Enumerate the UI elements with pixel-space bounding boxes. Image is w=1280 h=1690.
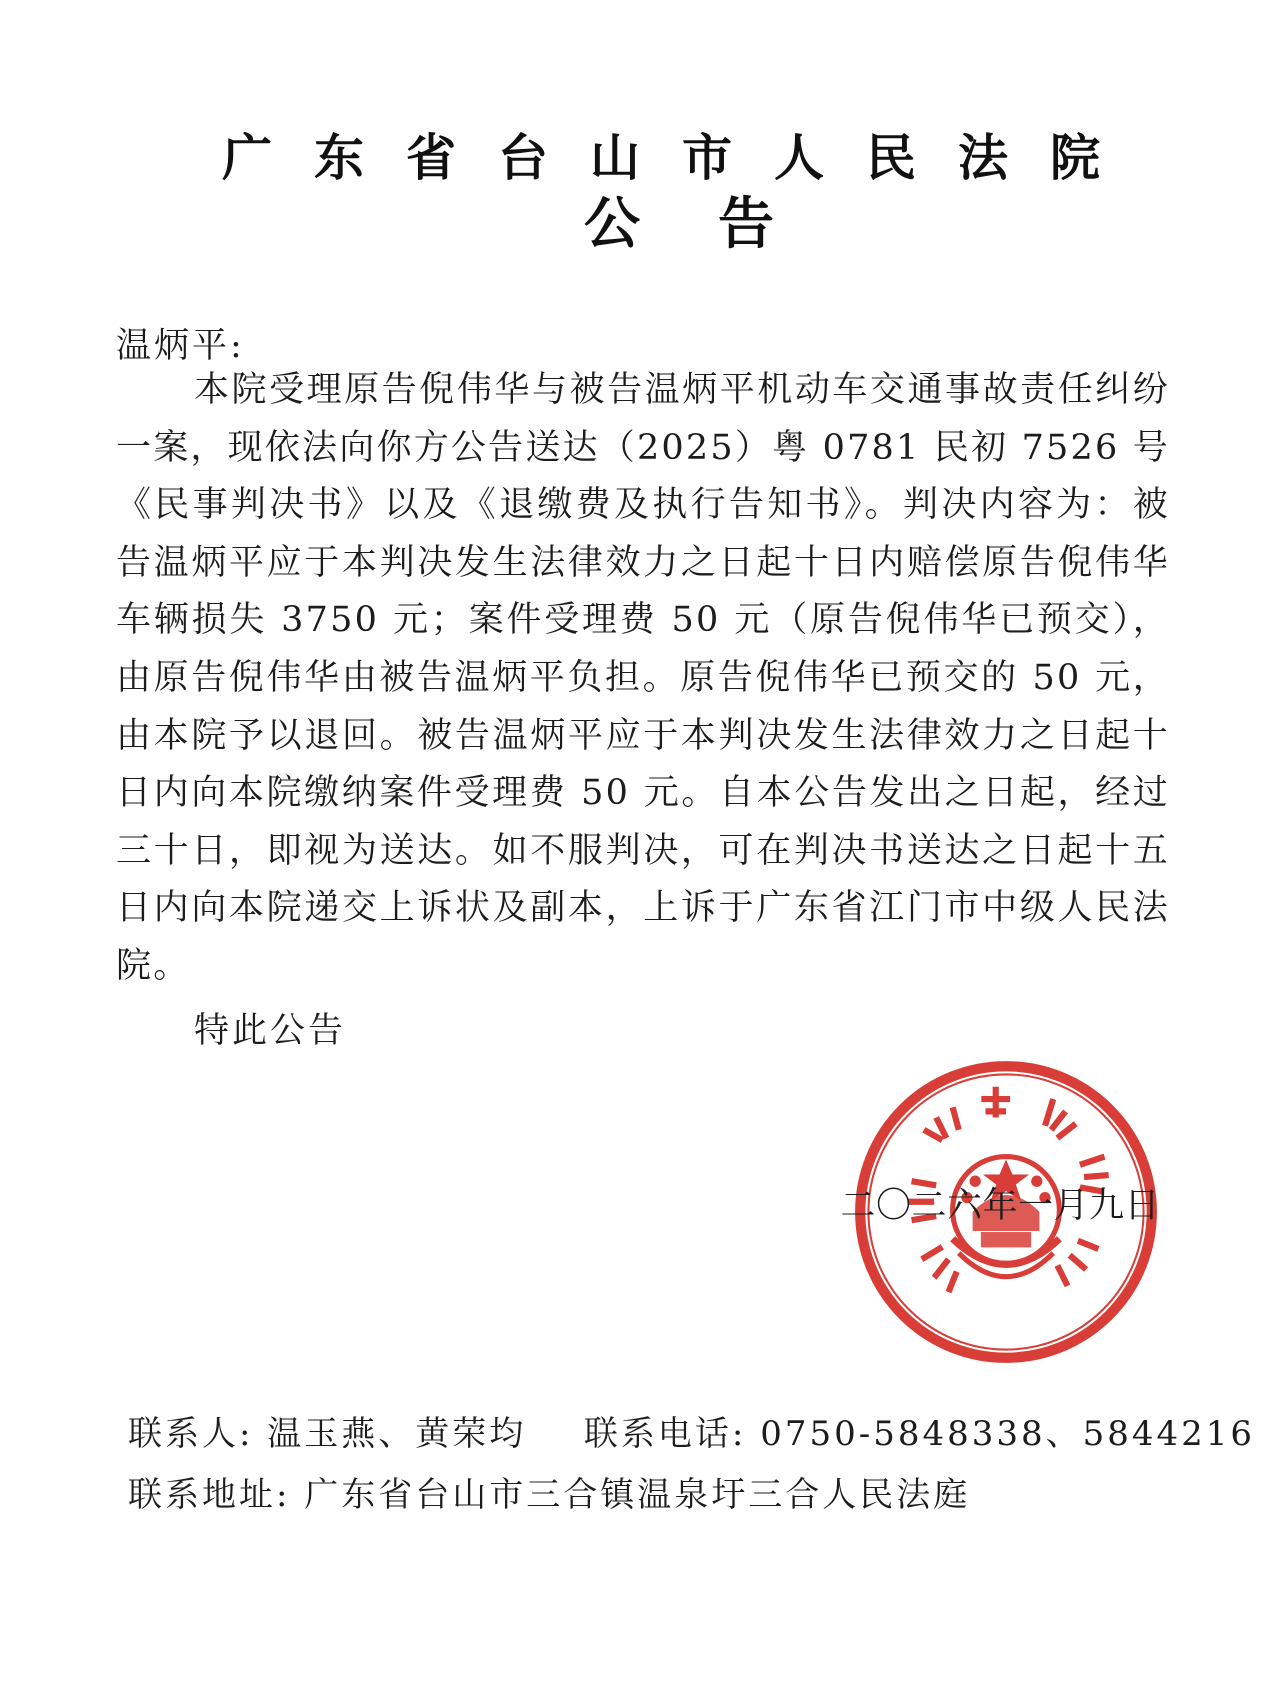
contact-address-label: 联系地址: — [128, 1475, 291, 1515]
court-title: 广东省台山市人民法院 — [222, 129, 1142, 187]
contact-phone-label: 联系电话: — [583, 1414, 747, 1454]
address-line — [128, 1467, 970, 1516]
addressee: 温炳平: — [116, 326, 245, 366]
issue-date: 二〇二六年一月九日 — [840, 1186, 1160, 1226]
notice-body: 本院受理原告倪伟华与被告温炳平机动车交通事故责任纠纷一案，现依法向你方公告送达（2025）粤 0781 民初 7526 号《民事判决书》以及《退缴费及执行告知书》。判决内容为：被告温炳平应于本判决发生法律效力之日起十日内赔偿原告倪伟华车辆损失 3750 元；案件受理费 50 元（原告倪伟华已预交），由原告倪伟华由被告温炳平负担。原告倪伟华已预交的 50 元，由本院予以退回。被告温炳平应于本判决发生法律效力之日起十日内向本院缴纳案件受理费 50 元。自本公告发出之日起，经过三十日，即视为送达。如不服判决，可在判决书送达之日起十五日内向本院递交上诉状及副本，上诉于广东省江门市中级人民法院。 — [116, 370, 1170, 986]
contact-address: 广东省台山市三合镇温泉圩三合人民法庭 — [304, 1475, 971, 1515]
contact-line — [128, 1406, 1255, 1455]
contact-person: 温玉燕、黄荣均 — [267, 1414, 527, 1454]
contact-person-label: 联系人: — [128, 1414, 254, 1454]
contact-phone: 0750-5848338、5844216 — [760, 1414, 1256, 1454]
closing-text: 特此公告 — [194, 1011, 347, 1051]
notice-title: 公告 — [584, 192, 852, 257]
